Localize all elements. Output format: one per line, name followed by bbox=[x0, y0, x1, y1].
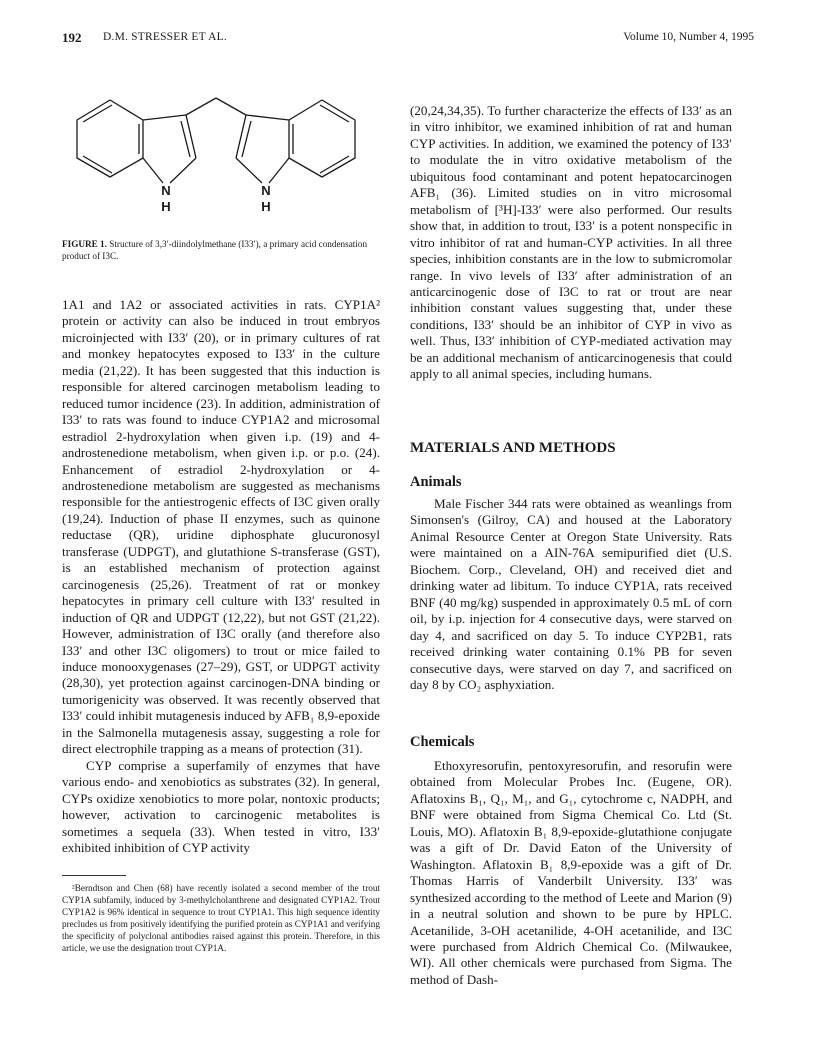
left-benzene-ring bbox=[77, 100, 143, 177]
left-column-body bbox=[62, 297, 380, 856]
left-nitrogen-label: N bbox=[161, 183, 171, 198]
right-nitrogen-label: N bbox=[261, 183, 271, 198]
animals-paragraph: Male Fischer 344 rats were obtained as weanlings from Simonsen's (Gilroy, CA) and housed at the Laboratory Animal Resource Center at Oregon State University. Rats were maintained on a AIN-76A semipurified diet (U.S. Biochem. Corp., Cleveland, OH) and received diet and drinking water ad libitum. To induce CYP1A, rats received BNF (40 mg/kg) suspended in approximately 0.5 mL of corn oil, by i.p. injection for 4 consecutive days, were starved on day 4, and sacrificed on day 5. To induce CYP2B1, rats received drinking water containing 0.1% PB for seven consecutive days, were starved on day 7, and sacrificed on day 8 by CO₂ asphyxiation. bbox=[410, 496, 732, 692]
left-hydrogen-label: H bbox=[161, 199, 171, 214]
figure-label: FIGURE 1. bbox=[62, 239, 107, 249]
subsection-heading-chemicals: Chemicals bbox=[410, 734, 475, 750]
figure-caption-text: Structure of 3,3′-diindolylmethane (I33′), a primary acid condensation product of I3C. bbox=[62, 239, 368, 261]
chemicals-paragraph: Ethoxyresorufin, pentoxyresorufin, and resorufin were obtained from Molecular Probes Inc. (Eugene, OR). Aflatoxins B₁, Q₁, M₁, and G₁, cytochrome c, NADPH, and BNF were obtained from Sigma Chemical Co. Ltd (St. Louis, MO). Aflatoxin B₁ 8,9-epoxide-glutathione conjugate was a gift of Dr. David Eaton of the University of Washington. Aflatoxin B₁ 8,9-epoxide was a gift of Dr. Thomas Harris of Vanderbilt University. I33′ was synthesized according to the method of Leete and Marion (9) in a neutral solution and shown to be pure by HPLC. Acetanilide, 3-OH acetanilide, 4-OH acetanilide, and I3C were purchased from Aldrich Chemical Co. (Milwaukee, WI). All other chemicals were purchased from Sigma. The method of Dash- bbox=[410, 758, 732, 987]
footnote-text: ²Berndtson and Chen (68) have recently isolated a second member of the trout CYP1A subfamily, induced by 3-methylcholanthrene and designated CYP1A2. Trout CYP1A2 is 96% identical in sequence to trout CYP1A1. This high sequence identity precludes us from positively identifying the purified protein as CYP1A1 and verifying the specificity of polyclonal antibodies raised against this protein. Therefore, in this article, we use the designation trout CYP1A. bbox=[62, 883, 380, 954]
footnote bbox=[62, 882, 380, 955]
right-column-body bbox=[410, 103, 732, 383]
chemicals-section bbox=[410, 758, 732, 988]
right-hydrogen-label: H bbox=[261, 199, 271, 214]
subsection-heading-animals: Animals bbox=[410, 474, 462, 490]
journal-volume: Volume 10, Number 4, 1995 bbox=[623, 31, 754, 43]
running-header bbox=[62, 30, 754, 48]
diindolylmethane-structure-diagram bbox=[62, 95, 380, 230]
left-paragraph-1: 1A1 and 1A2 or associated activities in rats. CYP1A² protein or activity can also be induced in trout embryos microinjected with I33′ (20), or in primary cultures of rat and monkey hepatocytes exposed to I33′ in the culture media (21,22). It has been suggested that this induction is responsible for altered carcinogen metabolism leading to reduced tumor incidence (23). In addition, administration of I33′ to rats was found to induce CYP1A2 and microsomal estradiol 2-hydroxylation when given i.p. (19) and 4-androstenedione metabolism, when given i.p. or p.o. (24). Enhancement of estradiol 2-hydroxylation or 4-androstenedione metabolism are suggested as mechanisms responsible for the antiestrogenic effects of I3C given orally (19,24). Induction of phase II enzymes, such as quinone reductase (QR), uridine diphosphate glucuronosyl transferase (UDPGT), and glutathione S-transferase (GST), is an established mechanism of protection against carcinogenesis (25,26). Treatment of rat or monkey hepatocytes in primary cell culture with I33′ resulted in induction of QR and UDPGT (12,22), but not GST (21,22). However, administration of I3C orally (and therefore also I33′ and other I3C oligomers) to trout or mice failed to induce monooxygenases (27–29), GST, or UDPGT activity (28,30), yet protection against carcinogen-DNA binding or tumorigenicity was observed. It was recently observed that I33′ could inhibit mutagenesis induced by AFB₁ 8,9-epoxide in the Salmonella mutagenesis assay, suggesting a role for direct electrophile trapping as a means of protection (31). bbox=[62, 297, 380, 757]
running-authors: D.M. STRESSER ET AL. bbox=[103, 31, 227, 43]
footnote-divider bbox=[62, 875, 126, 876]
figure-1-structure bbox=[62, 95, 380, 230]
right-paragraph-1: (20,24,34,35). To further characterize the effects of I33′ as an in vitro inhibitor, we examined inhibition of rat and human CYP activities. In addition, we examined the potency of I33′ to modulate the in vitro oxidative metabolism of the ubiquitous food contaminant and potent hepatocarcinogen AFB₁ (36). Limited studies on in vitro microsomal metabolism of [³H]-I33′ were also performed. Our results show that, in addition to trout, I33′ is a potent nonspecific in vitro inhibitor of rat and human-CYP activities. In all three species, inhibition constants are in the low to submicromolar range. In vivo levels of I33′ after administration of an anticarcinogenic dose of I3C to rat or trout are near inhibition constant values suggesting that, under these conditions, I33′ should be an inhibitor of CYP in vivo as well. Thus, I33′ inhibition of CYP-mediated activation may be an additional mechanism of anticarcinogenesis that could apply to all animal species, including humans. bbox=[410, 103, 732, 382]
right-benzene-ring bbox=[289, 100, 355, 177]
section-heading-materials-methods: MATERIALS AND METHODS bbox=[410, 440, 616, 456]
figure-1-caption bbox=[62, 238, 380, 262]
animals-section bbox=[410, 496, 732, 693]
page-number: 192 bbox=[62, 30, 82, 45]
left-paragraph-2: CYP comprise a superfamily of enzymes that have various endo- and xenobiotics as substrates (32). In general, CYPs oxidize xenobiotics to more polar, nontoxic products; however, activation to carcinogenic metabolites is sometimes a sequela (33). When tested in vitro, I33′ exhibited inhibition of CYP activity bbox=[62, 757, 380, 855]
